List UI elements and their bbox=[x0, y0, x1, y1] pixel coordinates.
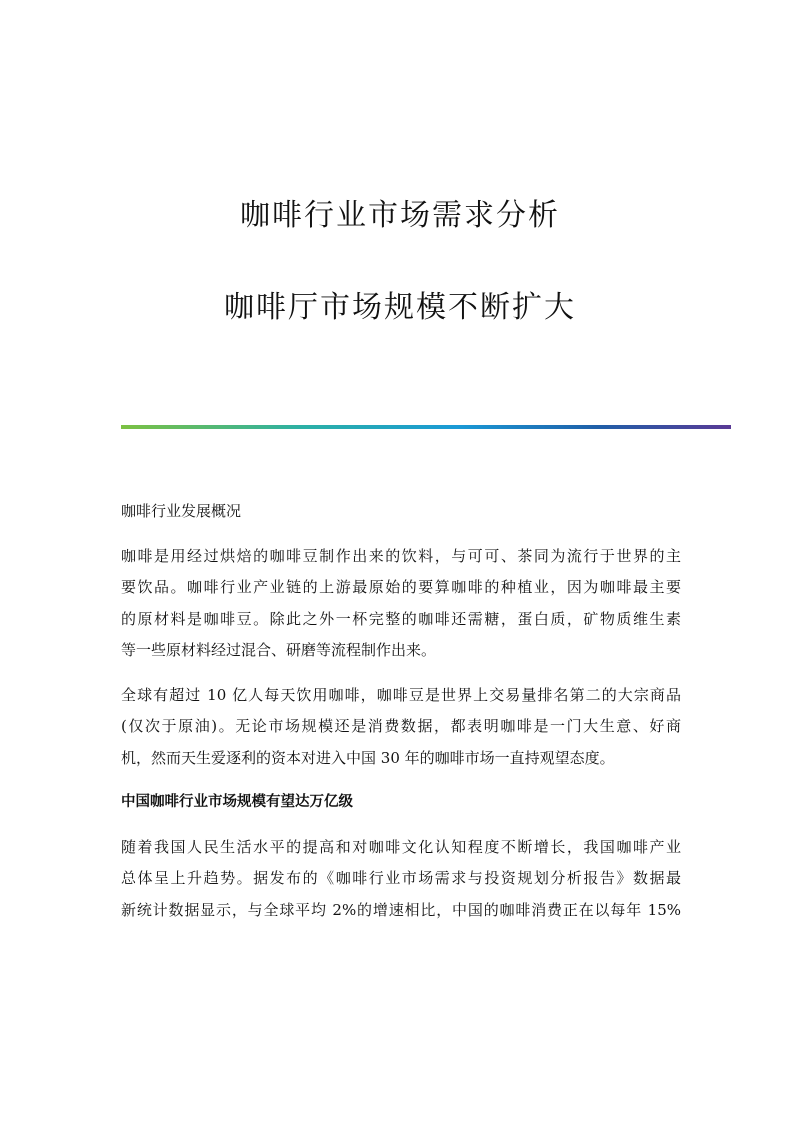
section-label: 咖啡行业发展概况 bbox=[121, 502, 242, 520]
paragraph-line: 要饮品。咖啡行业产业链的上游最原始的要算咖啡的种植业，因为咖啡最主要 bbox=[121, 578, 681, 596]
paragraph-line: (仅次于原油)。无论市场规模还是消费数据，都表明咖啡是一门大生意、好商 bbox=[121, 717, 681, 735]
paragraph-overview bbox=[121, 541, 681, 667]
paragraph-line: 全球有超过 10 亿人每天饮用咖啡，咖啡豆是世界上交易量排名第二的大宗商品 bbox=[121, 685, 681, 704]
gradient-divider bbox=[121, 425, 731, 429]
document-title: 咖啡行业市场需求分析 bbox=[240, 198, 560, 233]
paragraph-line: 的原材料是咖啡豆。除此之外一杯完整的咖啡还需糖，蛋白质，矿物质维生素 bbox=[121, 609, 681, 628]
document-body bbox=[121, 496, 681, 939]
paragraph-line: 等一些原材料经过混合、研磨等流程制作出来。 bbox=[121, 641, 437, 659]
paragraph-line: 总体呈上升趋势。据发布的《咖啡行业市场需求与投资规划分析报告》数据最 bbox=[121, 869, 681, 887]
document-subtitle: 咖啡厅市场规模不断扩大 bbox=[224, 290, 576, 325]
paragraph-line: 新统计数据显示，与全球平均 2%的增速相比，中国的咖啡消费正在以每年 15% bbox=[121, 900, 681, 919]
section-heading: 中国咖啡行业市场规模有望达万亿级 bbox=[121, 794, 353, 810]
paragraph-line: 咖啡是用经过烘焙的咖啡豆制作出来的饮料，与可可、茶同为流行于世界的主 bbox=[121, 546, 681, 565]
paragraph-line: 机，然而天生爱逐利的资本对进入中国 30 年的咖啡市场一直持观望态度。 bbox=[121, 748, 615, 767]
paragraph-line: 随着我国人民生活水平的提高和对咖啡文化认知程度不断增长，我国咖啡产业 bbox=[121, 837, 681, 856]
paragraph-china-market bbox=[121, 832, 681, 927]
paragraph-global-consumption bbox=[121, 680, 681, 775]
